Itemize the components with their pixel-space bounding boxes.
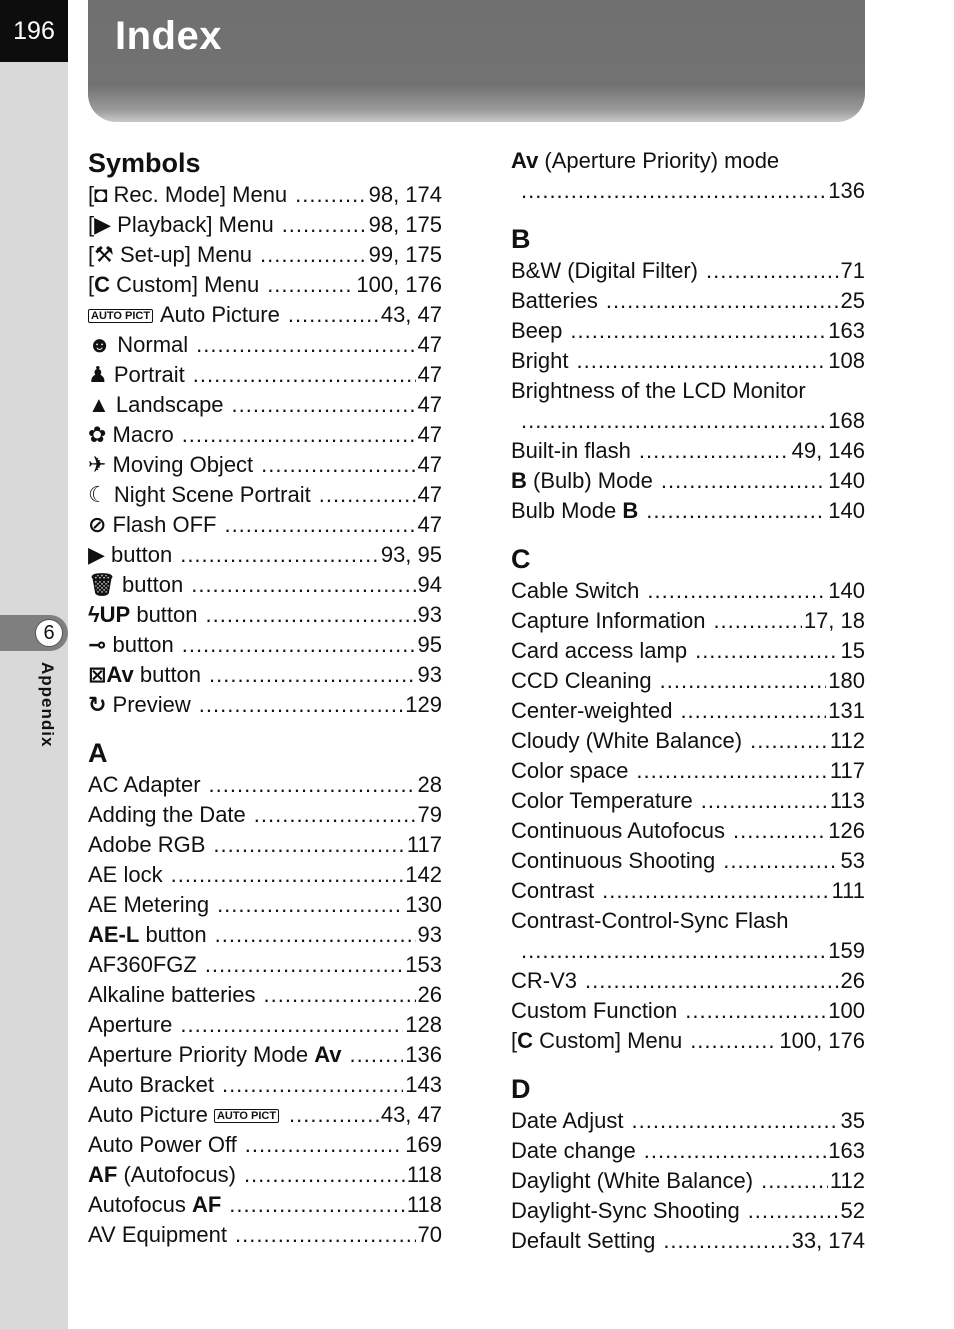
flash-off-icon: ⊘ [88, 512, 107, 537]
entry-pages: 53 [840, 848, 865, 873]
leader-dots [733, 816, 826, 846]
leader-dots [224, 510, 415, 540]
entry-label: Auto Power Off [88, 1132, 237, 1157]
entry-pages: 111 [831, 878, 865, 903]
leader-dots [646, 496, 826, 526]
leader-dots [350, 1040, 404, 1070]
bulb-b-icon: B [511, 468, 527, 493]
leader-dots [521, 406, 826, 436]
entry-label: Autofocus AF [88, 1190, 221, 1220]
index-entry[interactable] [88, 980, 442, 1010]
entry-label: Daylight (White Balance) [511, 1168, 754, 1193]
auto-pict-icon: AUTO PICT [88, 309, 153, 323]
entry-pages: 26 [417, 982, 442, 1007]
entry-pages: 98, 175 [368, 212, 442, 237]
entry-pages: 15 [840, 638, 865, 663]
af-icon: AF [191, 1192, 222, 1217]
leader-dots [761, 1166, 828, 1196]
leader-dots [232, 390, 416, 420]
playback-button-icon: ▶ [88, 542, 105, 567]
leader-dots [182, 420, 416, 450]
index-entry[interactable] [88, 890, 442, 920]
index-entry[interactable] [511, 346, 865, 376]
entry-pages: 126 [828, 818, 865, 843]
entry-pages: 33, 174 [791, 1228, 865, 1253]
index-entry[interactable] [511, 466, 865, 496]
leader-dots [685, 996, 826, 1026]
entry-label: Aperture Priority Mode Av [88, 1040, 342, 1070]
index-entry[interactable] [88, 950, 442, 980]
entry-label: ▶ button [88, 540, 172, 570]
entry-label: AF (Autofocus) [88, 1160, 236, 1190]
entry-pages: 70 [417, 1222, 442, 1247]
entry-pages: 169 [405, 1132, 442, 1157]
index-entry[interactable] [88, 1130, 442, 1160]
leader-dots [636, 756, 828, 786]
entry-label: [C Custom] Menu [511, 1026, 682, 1056]
index-entry[interactable] [88, 480, 442, 510]
index-entry[interactable] [511, 1106, 865, 1136]
leader-dots [606, 286, 839, 316]
leader-dots [706, 256, 839, 286]
entry-label: [▶ Playback] Menu [88, 210, 274, 240]
index-entry[interactable] [511, 966, 865, 996]
leader-dots [750, 726, 828, 756]
entry-label: Batteries [511, 288, 598, 313]
entry-pages: 118 [406, 1192, 442, 1217]
index-entry[interactable] [511, 1026, 865, 1056]
leader-dots [723, 846, 838, 876]
index-entry[interactable] [511, 696, 865, 726]
leader-dots [570, 316, 826, 346]
entry-pages: 94 [417, 572, 442, 597]
preview-icon: ↻ [88, 692, 107, 717]
section-heading: Symbols [88, 148, 201, 178]
leader-dots [254, 800, 416, 830]
entry-label: Center-weighted [511, 698, 673, 723]
leader-dots [661, 466, 826, 496]
leader-dots [267, 270, 354, 300]
entry-label: ✿ Macro [88, 420, 174, 450]
index-entry[interactable] [511, 666, 865, 696]
entry-pages: 153 [405, 952, 442, 977]
index-entry[interactable] [511, 726, 865, 756]
entry-label: Color space [511, 758, 629, 783]
entry-pages: 180 [828, 668, 865, 693]
leader-dots [180, 1010, 403, 1040]
index-entry[interactable] [511, 436, 865, 466]
entry-label: Adobe RGB [88, 832, 206, 857]
index-entry[interactable] [511, 906, 865, 936]
entry-pages: 71 [840, 258, 865, 283]
leader-dots [199, 690, 403, 720]
custom-c-icon: C [94, 272, 111, 297]
macro-flower-icon: ✿ [88, 422, 107, 447]
entry-label: Adding the Date [88, 802, 246, 827]
index-entry[interactable] [511, 1226, 865, 1256]
leader-dots [180, 540, 379, 570]
entry-pages: 43, 47 [380, 1102, 442, 1127]
index-entry[interactable] [88, 330, 442, 360]
entry-pages: 47 [417, 452, 442, 477]
entry-label: Contrast-Control-Sync Flash [511, 908, 789, 933]
entry-label: AC Adapter [88, 772, 201, 797]
landscape-icon: ▲ [88, 392, 110, 417]
index-entry[interactable] [88, 540, 442, 570]
entry-label: ⊠Av button [88, 660, 201, 690]
index-entry[interactable] [88, 830, 442, 860]
entry-pages: 17, 18 [803, 608, 865, 633]
leader-dots [695, 636, 838, 666]
leader-dots [632, 1106, 839, 1136]
leader-dots [182, 630, 416, 660]
leader-dots [245, 1130, 404, 1160]
entry-pages: 163 [828, 318, 865, 343]
index-entry[interactable] [511, 876, 865, 906]
index-entry[interactable] [88, 630, 442, 660]
entry-label: Custom Function [511, 998, 678, 1023]
entry-pages: 131 [828, 698, 865, 723]
leader-dots [647, 576, 826, 606]
entry-pages: 112 [829, 728, 865, 753]
leader-dots [222, 1070, 403, 1100]
index-column-right [511, 146, 865, 1256]
leader-dots [521, 936, 826, 966]
entry-pages: 35 [840, 1108, 865, 1133]
entry-pages: 98, 174 [368, 182, 442, 207]
entry-pages: 93 [417, 922, 442, 947]
key-icon: ⊸ [88, 632, 107, 657]
entry-pages: 140 [828, 498, 865, 523]
leader-dots [209, 660, 415, 690]
leader-dots [521, 176, 826, 206]
flash-up-icon: ϟUP [88, 602, 131, 627]
index-entry[interactable] [88, 1220, 442, 1250]
bulb-b-icon: B [622, 498, 639, 523]
index-entry[interactable] [511, 756, 865, 786]
index-column-left [88, 146, 442, 1250]
entry-pages: 112 [829, 1168, 865, 1193]
entry-pages: 108 [828, 348, 865, 373]
entry-label: Card access lamp [511, 638, 688, 663]
index-entry[interactable] [511, 376, 865, 406]
section-heading: C [511, 544, 531, 574]
entry-label: Brightness of the LCD Monitor [511, 378, 806, 403]
entry-pages: 117 [406, 832, 442, 857]
leader-dots [196, 330, 415, 360]
index-entry[interactable] [88, 770, 442, 800]
index-entry[interactable] [511, 1196, 865, 1226]
section-heading: A [88, 738, 108, 768]
entry-label: Continuous Autofocus [511, 818, 726, 843]
leader-dots [244, 1160, 405, 1190]
entry-pages: 47 [417, 362, 442, 387]
leader-dots [191, 570, 415, 600]
index-entry[interactable] [88, 1040, 442, 1070]
exposure-av-icon: ⊠Av [88, 662, 134, 687]
index-entry-continued[interactable] [511, 406, 865, 436]
entry-pages: 136 [405, 1042, 442, 1067]
leader-dots [289, 1100, 379, 1130]
entry-pages: 25 [840, 288, 865, 313]
leader-dots [264, 980, 416, 1010]
trash-icon: 🗑 [88, 572, 116, 597]
af-icon: AF [88, 1162, 118, 1187]
entry-pages: 128 [405, 1012, 442, 1037]
index-entry[interactable] [511, 1166, 865, 1196]
entry-pages: 93 [417, 602, 442, 627]
entry-label: Date change [511, 1138, 636, 1163]
entry-label: ✈ Moving Object [88, 450, 253, 480]
index-entry[interactable] [88, 1100, 442, 1130]
playback-icon: ▶ [94, 212, 112, 237]
leader-dots [680, 696, 826, 726]
entry-pages: 117 [829, 758, 865, 783]
index-entry[interactable] [88, 1070, 442, 1100]
section-heading: B [511, 224, 531, 254]
entry-pages: 26 [840, 968, 865, 993]
entry-label: Av (Aperture Priority) mode [511, 146, 779, 176]
entry-pages: 142 [405, 862, 442, 887]
entry-label: Beep [511, 318, 563, 343]
index-entry[interactable] [88, 1190, 442, 1220]
entry-label: [C Custom] Menu [88, 270, 259, 300]
index-entry[interactable] [88, 660, 442, 690]
entry-pages: 52 [840, 1198, 865, 1223]
leader-dots [205, 950, 403, 980]
leader-dots [261, 450, 415, 480]
index-entry[interactable] [88, 180, 442, 210]
entry-label: [◘ Rec. Mode] Menu [88, 180, 287, 210]
index-entry-continued[interactable] [511, 176, 865, 206]
index-entry-continued[interactable] [511, 936, 865, 966]
entry-label: ϟUP button [88, 600, 198, 630]
page-number: 196 [0, 0, 68, 62]
chapter-label: Appendix [38, 662, 57, 748]
index-entry[interactable] [88, 300, 442, 330]
entry-pages: 47 [417, 422, 442, 447]
entry-label: ☻ Normal [88, 330, 188, 360]
entry-label: 🗑 button [88, 570, 183, 600]
leader-dots [288, 300, 379, 330]
index-entry[interactable] [88, 690, 442, 720]
entry-label: [⚒ Set-up] Menu [88, 240, 252, 270]
entry-label: Bright [511, 348, 569, 373]
index-entry[interactable] [511, 786, 865, 816]
entry-label: Alkaline batteries [88, 982, 256, 1007]
auto-pict-icon: AUTO PICT [214, 1109, 279, 1123]
side-strip [0, 0, 68, 1329]
entry-pages: 43, 47 [380, 302, 442, 327]
leader-dots [319, 480, 416, 510]
entry-pages: 93, 95 [380, 542, 442, 567]
entry-pages: 168 [828, 408, 865, 433]
entry-pages: 113 [829, 788, 865, 813]
entry-pages: 47 [417, 332, 442, 357]
entry-label: AE-L button [88, 920, 207, 950]
entry-label: Daylight-Sync Shooting [511, 1198, 740, 1223]
moving-object-icon: ✈ [88, 452, 107, 477]
index-entry[interactable] [88, 210, 442, 240]
entry-pages: 143 [405, 1072, 442, 1097]
index-entry[interactable] [511, 576, 865, 606]
index-entry[interactable] [511, 146, 865, 176]
entry-label: ♟ Portrait [88, 360, 185, 390]
entry-label: AE lock [88, 862, 163, 887]
entry-label: ↻ Preview [88, 690, 191, 720]
index-entry[interactable] [511, 496, 865, 526]
entry-label: Contrast [511, 878, 595, 903]
leader-dots [713, 606, 801, 636]
index-entry[interactable] [511, 286, 865, 316]
leader-dots [215, 920, 416, 950]
entry-pages: 130 [405, 892, 442, 917]
entry-pages: 140 [828, 468, 865, 493]
index-entry[interactable] [511, 816, 865, 846]
entry-label: AE Metering [88, 892, 210, 917]
entry-label: Bulb Mode B [511, 496, 638, 526]
entry-label: Auto Picture AUTO PICT [88, 1100, 281, 1130]
leader-dots [295, 180, 366, 210]
entry-pages: 118 [406, 1162, 442, 1187]
leader-dots [217, 890, 403, 920]
index-entry[interactable] [88, 800, 442, 830]
page-title: Index [115, 14, 222, 58]
index-entry[interactable] [88, 600, 442, 630]
entry-label: Aperture [88, 1012, 173, 1037]
camera-icon: ◘ [94, 182, 108, 207]
av-icon: Av [314, 1042, 342, 1067]
entry-pages: 79 [417, 802, 442, 827]
leader-dots [171, 860, 404, 890]
entry-label: ⊸ button [88, 630, 174, 660]
index-entry[interactable] [511, 316, 865, 346]
index-entry[interactable] [88, 570, 442, 600]
entry-pages: 47 [417, 512, 442, 537]
leader-dots [663, 1226, 789, 1256]
leader-dots [229, 1190, 405, 1220]
entry-pages: 129 [405, 692, 442, 717]
section-gap [511, 206, 865, 222]
entry-label: Built-in flash [511, 438, 631, 463]
index-entry[interactable] [88, 860, 442, 890]
entry-label: Color Temperature [511, 788, 693, 813]
index-entry[interactable] [88, 450, 442, 480]
setup-icon: ⚒ [94, 242, 114, 267]
leader-dots [209, 770, 416, 800]
entry-label: Date Adjust [511, 1108, 624, 1133]
index-entry[interactable] [88, 390, 442, 420]
index-entry[interactable] [88, 240, 442, 270]
night-portrait-icon: ☾ [88, 482, 108, 507]
index-entry[interactable] [88, 420, 442, 450]
leader-dots [644, 1136, 827, 1166]
section-gap [511, 526, 865, 542]
entry-pages: 159 [828, 938, 865, 963]
entry-pages: 163 [828, 1138, 865, 1163]
index-entry[interactable] [88, 510, 442, 540]
leader-dots [602, 876, 829, 906]
entry-pages: 47 [417, 392, 442, 417]
entry-pages: 140 [828, 578, 865, 603]
entry-pages: 95 [417, 632, 442, 657]
leader-dots [206, 600, 416, 630]
leader-dots [576, 346, 826, 376]
entry-label: Cloudy (White Balance) [511, 728, 743, 753]
leader-dots [701, 786, 828, 816]
entry-pages: 100 [828, 998, 865, 1023]
portrait-icon: ♟ [88, 362, 108, 387]
av-icon: Av [511, 148, 539, 173]
index-entry[interactable] [88, 270, 442, 300]
leader-dots [282, 210, 367, 240]
entry-label: ⊘ Flash OFF [88, 510, 216, 540]
index-entry[interactable] [88, 360, 442, 390]
index-entry[interactable] [88, 1010, 442, 1040]
index-entry[interactable] [511, 636, 865, 666]
index-entry[interactable] [88, 1160, 442, 1190]
leader-dots [585, 966, 839, 996]
chapter-number: 6 [35, 619, 63, 647]
entry-pages: 136 [828, 178, 865, 203]
leader-dots [213, 830, 405, 860]
entry-label: B (Bulb) Mode [511, 466, 653, 496]
leader-dots [193, 360, 416, 390]
leader-dots [690, 1026, 777, 1056]
entry-pages: 100, 176 [779, 1028, 865, 1053]
index-entry[interactable] [511, 996, 865, 1026]
section-heading: D [511, 1074, 531, 1104]
ae-l-icon: AE-L [88, 922, 140, 947]
entry-label: CR-V3 [511, 968, 578, 993]
entry-label: B&W (Digital Filter) [511, 258, 699, 283]
normal-face-icon: ☻ [88, 332, 112, 357]
entry-label: Default Setting [511, 1228, 656, 1253]
entry-label: CCD Cleaning [511, 668, 652, 693]
leader-dots [748, 1196, 839, 1226]
entry-label: AF360FGZ [88, 952, 197, 977]
entry-pages: 99, 175 [368, 242, 442, 267]
entry-pages: 100, 176 [356, 272, 442, 297]
leader-dots [639, 436, 790, 466]
entry-pages: 47 [417, 482, 442, 507]
section-gap [511, 1056, 865, 1072]
index-entry[interactable] [511, 846, 865, 876]
entry-pages: 49, 146 [791, 438, 865, 463]
section-gap [88, 720, 442, 736]
index-entry[interactable] [88, 920, 442, 950]
entry-label: ☾ Night Scene Portrait [88, 480, 311, 510]
leader-dots [660, 666, 827, 696]
entry-label: AUTO PICT Auto Picture [88, 300, 280, 330]
entry-label: Cable Switch [511, 578, 640, 603]
index-entry[interactable] [511, 1136, 865, 1166]
index-entry[interactable] [511, 256, 865, 286]
entry-label: ▲ Landscape [88, 390, 224, 420]
index-entry[interactable] [511, 606, 865, 636]
custom-c-icon: C [517, 1028, 534, 1053]
entry-pages: 28 [417, 772, 442, 797]
leader-dots [260, 240, 367, 270]
entry-label: Capture Information [511, 608, 706, 633]
entry-label: Continuous Shooting [511, 848, 716, 873]
entry-label: AV Equipment [88, 1222, 228, 1247]
leader-dots [235, 1220, 416, 1250]
entry-pages: 93 [417, 662, 442, 687]
entry-label: Auto Bracket [88, 1072, 214, 1097]
